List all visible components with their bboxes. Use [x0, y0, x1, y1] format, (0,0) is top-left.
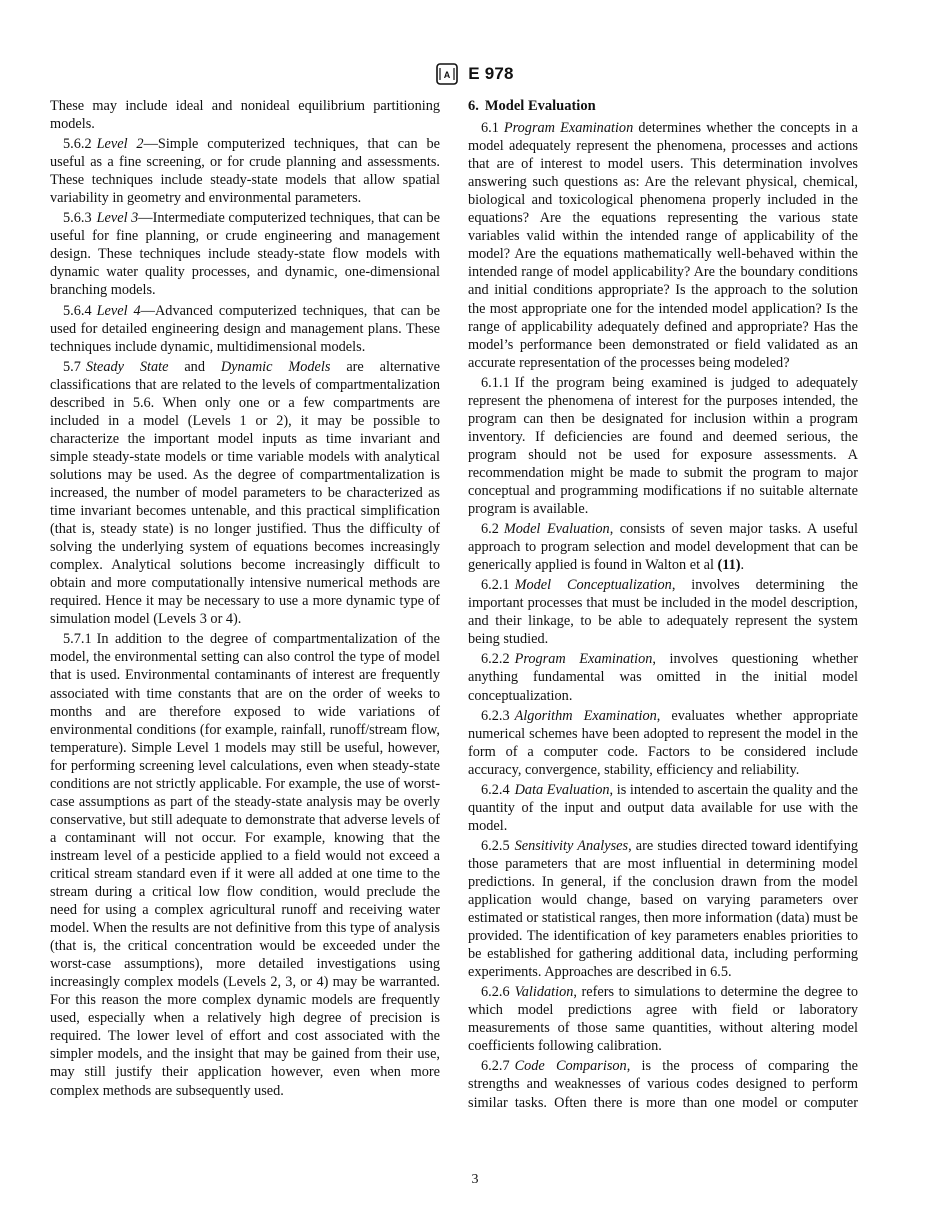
paragraph-5-6-4	[50, 302, 440, 356]
section-title: Model Evaluation	[484, 98, 596, 114]
svg-text:A: A	[444, 70, 451, 80]
paragraph-6-2-2	[468, 650, 858, 704]
section-heading	[468, 97, 858, 115]
clause-text: —Intermediate computerized techniques, that can be useful for fine planning, or crude engineering and management design. These techniques include steady-state flow models with dynamic water quality processes, and dynamic, one-dimensional branching models.	[50, 210, 440, 299]
clause-title: Sensitivity Analyses	[514, 837, 629, 854]
clause-text: —Simple computerized techniques, that can be useful as a fine screening, or for crude planning and assessments. These techniques include steady-state models that allow spatial variability in geometry and environmental parameters.	[50, 136, 441, 207]
paragraph-6-2-1	[468, 576, 858, 648]
clause-number: 5.6.4	[63, 302, 92, 319]
page-number: 3	[471, 1172, 479, 1187]
paragraph-6-2	[468, 520, 858, 574]
clause-number: 6.2.2	[481, 651, 510, 668]
clause-title: Validation	[514, 984, 574, 1001]
clause-text: In addition to the degree of compartmentalization of the model, the environmental setting can also control the type of model that is used. Environmental contaminants of interest are frequently associated with time constants that are on the order of weeks to months and are therefore exposed to wide variations of environmental conditions (for example, rainfall, runoff/stream flow, temperature). Simple Level 1 models may still be useful, however, for performing screening level calculations, even when steady-state conditions are not strictly applicable. For example, the use of worst-case assumptions as part of the steady-state analysis may be overly conservative, but still adequate to demonstrate that adverse levels of a contaminant will not occur. For example, knowing that the instream level of a pesticide applied to a field would not exceed a critical stream standard even if it were all added at one time to the stream during a critical low flow condition, would preclude the need for using a complex agricultural runoff and receiving water model. When the results are not definitive from this type of analysis (that is, the critical concentration would be exceeded under the worst-case assumptions), more detailed investigations using increasingly complex models (Levels 2, 3, or 4) may be warranted. For this reason the more complex dynamic models are frequently used, especially when a relatively high degree of precision is required. The lower level of effort and cost associated with the simpler models, and the insight that may be gained from their use, may still justify their application however, even when more complex methods are subsequently used.	[50, 631, 440, 1099]
clause-number: 6.2.5	[481, 837, 510, 854]
clause-title: Level 3	[96, 210, 139, 227]
clause-title: Code Comparison	[514, 1058, 627, 1075]
clause-number: 6.1	[481, 120, 499, 137]
clause-number: 6.2	[481, 521, 499, 538]
clause-text: , refers to simulations to determine the degree to which model predictions agree with field or laboratory measurements of those same quantities, without altering model coefficients following calibration.	[468, 984, 858, 1055]
clause-text: , consists of seven major tasks. A useful approach to program selection and model development that can be generically applied is found in Walton et al	[468, 521, 858, 574]
clause-text: , is the process of comparing the strengths and weaknesses of various codes designed to perform similar tasks. Often there is more than one model or computer	[468, 1058, 858, 1111]
clause-number: 6.2.4	[481, 781, 510, 798]
clause-title: Program Examination	[514, 651, 653, 668]
clause-title: Steady State	[85, 358, 169, 375]
clause-text: are alternative classifications that are related to the levels of compartmentalization described in 5.6. When only one or a few compartments are included in a model (Levels 1 or 2), it may be possible to characterize the important model inputs as time invariant and simple steady-state models or time variable models with analytical solutions may be used. As the degree of compartmentalization is increased, the number of model parameters to be characterized as time invariant becomes untenable, and this practical simplification (that is, steady state) is no longer justified. Thus the difficulty of solving the underlying system of equations becomes increasingly complex. Analytical solutions become increasingly difficult to obtain and more computationally intensive numerical methods are required. Hence it may be necessary to use a more dynamic type of simulation model (Levels 3 or 4).	[50, 358, 440, 628]
clause-title: Dynamic Models	[220, 358, 331, 375]
clause-text: , are studies directed toward identifying those parameters that are most influential in determining model predictions. In general, if the conclusion drawn from the model application would change, based on varying parameters over estimated or statistical ranges, then more information (data) must be provided. The identification of key parameters enables priorities to be established for gathering additional data, including performing experiments. Approaches are described in 6.5.	[468, 837, 858, 981]
paragraph-5-6-2	[50, 135, 440, 207]
clause-text: , is intended to ascertain the quality and the quantity of the input and output data available for use with the model.	[468, 781, 859, 834]
clause-number: 5.7	[63, 358, 81, 375]
clause-text: —Advanced computerized techniques, that can be used for detailed engineering design and management plans. These techniques include dynamic, multidimensional models.	[50, 302, 440, 355]
clause-text: determines whether the concepts in a model adequately represent the phenomena, processes and actions that are of interest to model users. This determination involves answering such questions as: Are the relevant physical, chemical, biological and toxicological phenomena properly included in the equations? Are the equations representing the various state variables valid within the intended range of applicability of the model? Are the equations mathematically well-behaved within the intended range of model applicability? Are the boundary conditions and initial conditions appropriate? Is the approach to the solution the most appropriate one for the intended model application? Is the range of applicability adequately defined and appropriate? Has the model’s performance been demonstrated or field validated as an accurate representation of the processes being modeled?	[468, 120, 858, 371]
clause-number: 6.2.1	[481, 577, 510, 594]
clause-title: Program Examination	[503, 120, 634, 137]
clause-title: Model Conceptualization	[514, 577, 672, 594]
astm-logo-icon	[436, 62, 458, 86]
paragraph-6-2-4	[468, 781, 858, 835]
standard-designation: E 978	[468, 64, 514, 83]
clause-number: 6.2.7	[481, 1058, 510, 1075]
paragraph-6-1-1	[468, 374, 858, 518]
paragraph-5-7-1	[50, 630, 440, 1099]
clause-end: .	[740, 557, 745, 574]
clause-text: , involves questioning whether anything fundamental was omitted in the initial model conceptualization.	[468, 651, 858, 704]
paragraph-6-2-6	[468, 983, 858, 1055]
clause-text: , evaluates whether appropriate numerical schemes have been adopted to represent the model in the form of a computer code. Factors to be considered include accuracy, convergence, stability, efficiency and reliability.	[468, 707, 858, 778]
paragraph-continuation: These may include ideal and nonideal equilibrium partitioning models.	[50, 98, 440, 133]
paragraph-6-2-5	[468, 837, 858, 981]
clause-number: 5.7.1	[63, 631, 92, 648]
paragraph-6-1	[468, 119, 858, 372]
clause-number: 5.6.2	[63, 136, 92, 153]
paragraph-6-2-3	[468, 707, 858, 779]
reference-citation: (11)	[717, 557, 741, 574]
paragraph-6-2-7	[468, 1057, 858, 1111]
paragraph-5-7	[50, 358, 440, 629]
page-header	[0, 62, 950, 88]
clause-title: Level 2	[96, 136, 144, 153]
paragraph-5-6-3	[50, 209, 440, 299]
clause-number: 6.2.6	[481, 984, 510, 1001]
clause-title: Model Evaluation	[503, 521, 610, 538]
section-number: 6.	[468, 98, 479, 114]
clause-title: Data Evaluation	[514, 781, 610, 798]
clause-text: If the program being examined is judged to adequately represent the phenomena of interest for the purposes intended, the program can then be designated for inclusion within a program inventory. If deficiencies are found and deemed serious, the program should not be used for exposure assessments. A recommendation might be made to submit the program to major conceptual and programming modifications if no suitable alternate program is available.	[468, 374, 858, 518]
clause-connector: and	[168, 358, 221, 375]
clause-title: Level 4	[96, 302, 141, 319]
clause-number: 5.6.3	[63, 210, 92, 227]
clause-number: 6.2.3	[481, 707, 510, 724]
clause-number: 6.1.1	[481, 374, 510, 391]
clause-title: Algorithm Examination	[514, 707, 657, 724]
clause-text: , involves determining the important processes that must be included in the model description, and their linkage, to be able to adequately represent the system being studied.	[468, 577, 859, 648]
right-column	[468, 97, 858, 1114]
left-column	[50, 97, 440, 1102]
